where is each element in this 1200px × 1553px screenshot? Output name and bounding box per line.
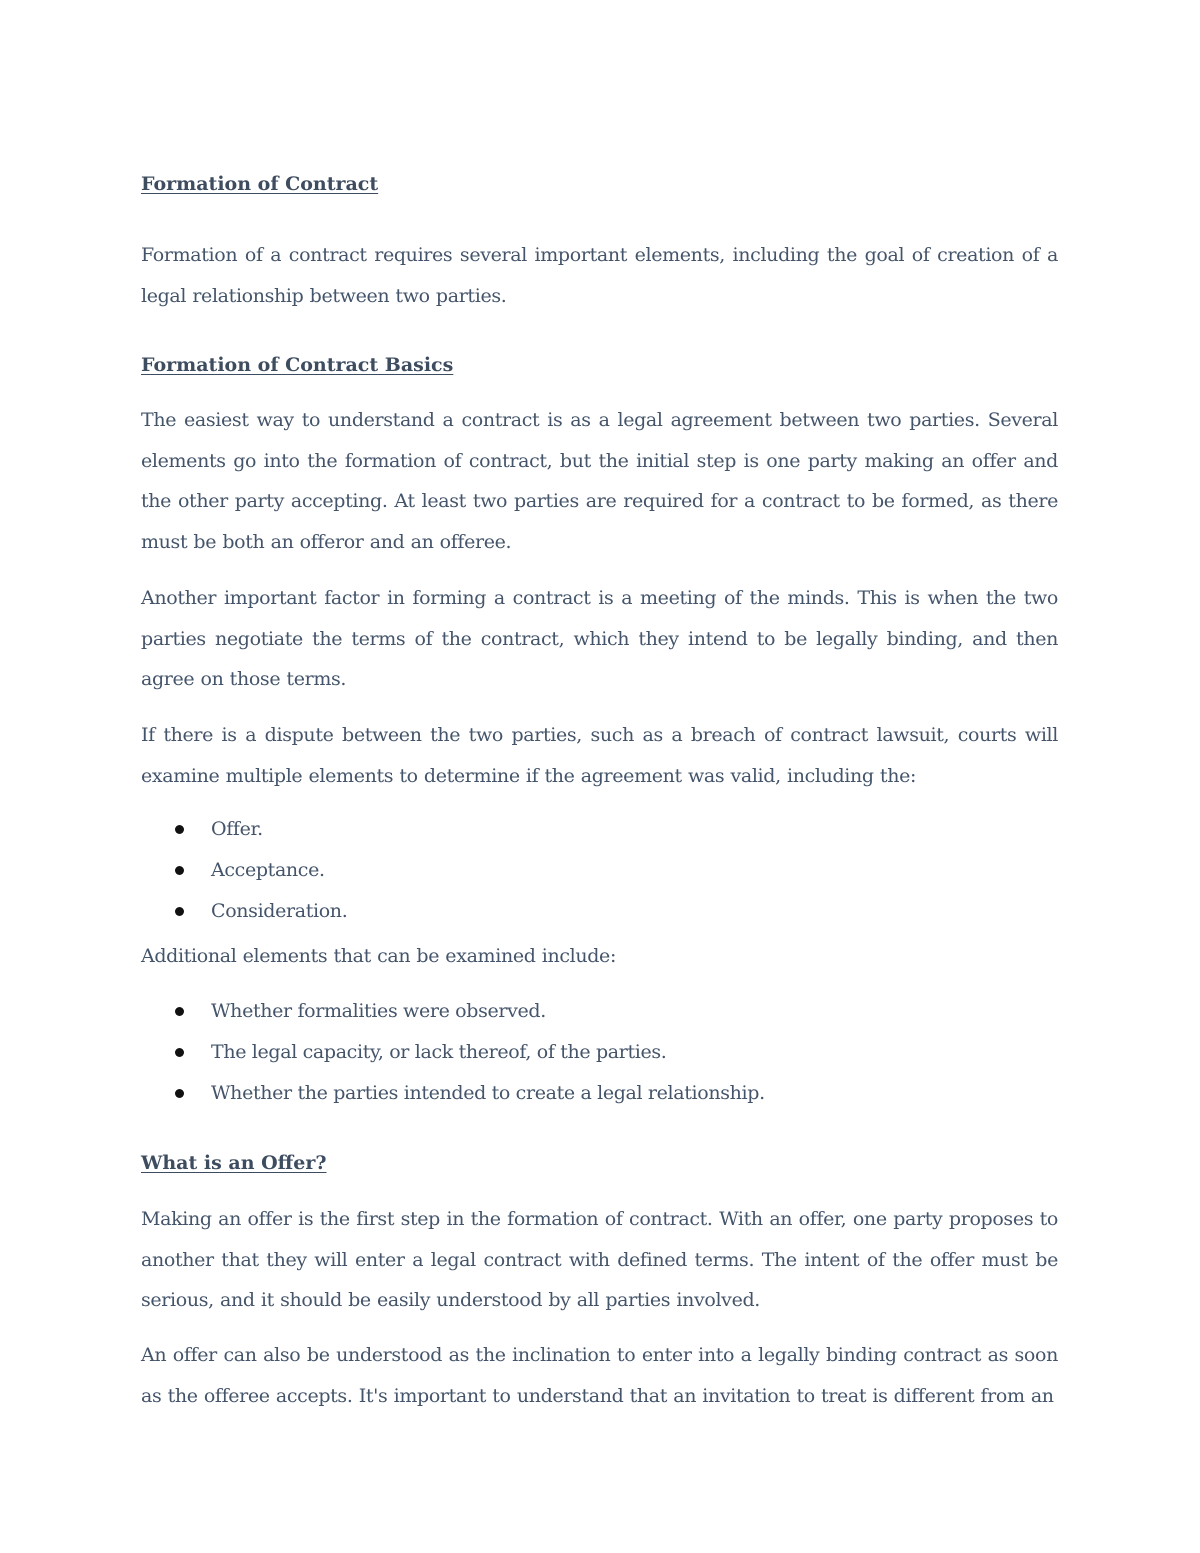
bullet-list-additional	[141, 991, 1058, 1114]
paragraph-meeting-of-minds: Another important factor in forming a contract is a meeting of the minds. This is when the two parties negotiate the terms of the contract, which they intend to be legally binding, and then agree on those terms.	[141, 587, 1058, 691]
bullet-icon	[175, 1048, 184, 1057]
list-item: Whether formalities were observed.	[141, 991, 1058, 1032]
list-item: The legal capacity, or lack thereof, of the parties.	[141, 1032, 1058, 1073]
bullet-list-elements	[141, 809, 1058, 932]
bullet-icon	[175, 866, 184, 875]
heading-what-is-an-offer: What is an Offer?	[141, 1152, 327, 1174]
document-page	[141, 0, 1058, 1553]
paragraph-offer-inclination: An offer can also be understood as the inclination to enter into a legally binding contract as soon as the offeree accepts. It's important to understand that an invitation to treat is different from an	[141, 1344, 1058, 1407]
list-item: Acceptance.	[141, 850, 1058, 891]
paragraph-intro: Formation of a contract requires several important elements, including the goal of creation of a legal relationship between two parties.	[141, 244, 1058, 307]
bullet-icon	[175, 1007, 184, 1016]
paragraph-basics: The easiest way to understand a contract is as a legal agreement between two parties. Several elements go into the formation of contract, but the initial step is one party making an offer and the other party accepting. At least two parties are required for a contract to be formed, as there must be both an offeror and an offeree.	[141, 409, 1058, 554]
paragraph-dispute: If there is a dispute between the two parties, such as a breach of contract lawsuit, courts will examine multiple elements to determine if the agreement was valid, including the:	[141, 724, 1058, 787]
heading-formation-basics: Formation of Contract Basics	[141, 354, 454, 376]
list-item: Whether the parties intended to create a legal relationship.	[141, 1073, 1058, 1114]
heading-formation-of-contract: Formation of Contract	[141, 173, 379, 195]
bullet-icon	[175, 907, 184, 916]
paragraph-additional-elements: Additional elements that can be examined include:	[141, 945, 616, 967]
bullet-icon	[175, 825, 184, 834]
bullet-icon	[175, 1089, 184, 1098]
list-item: Consideration.	[141, 891, 1058, 932]
paragraph-offer-first-step: Making an offer is the first step in the formation of contract. With an offer, one party proposes to another that they will enter a legal contract with defined terms. The intent of the offer must be serious, and it should be easily understood by all parties involved.	[141, 1208, 1058, 1312]
list-item: Offer.	[141, 809, 1058, 850]
